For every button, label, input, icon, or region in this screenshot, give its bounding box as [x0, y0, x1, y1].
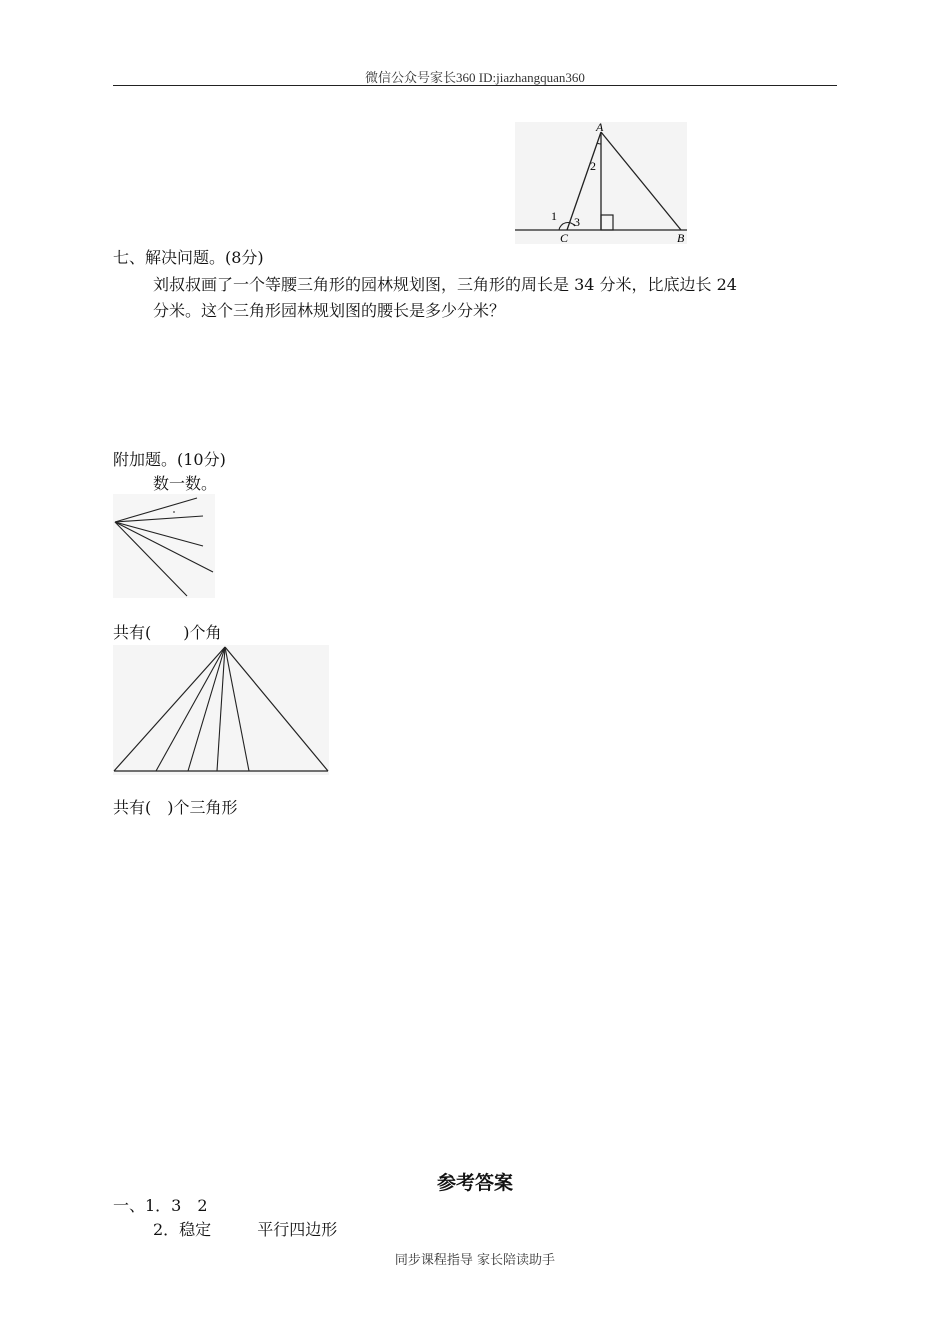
- section7-question-line1: 刘叔叔画了一个等腰三角形的园林规划图，三角形的周长是 34 分米，比底边长 24: [153, 275, 737, 294]
- answer-line-2-part2: 平行四边形: [257, 1220, 338, 1239]
- answer-line-1: 一、1．3 2: [113, 1196, 208, 1215]
- section7-title: 七、解决问题。(8分): [113, 248, 264, 267]
- triangle-count-suffix: )个三角形: [167, 798, 238, 817]
- rays-figure: [113, 494, 215, 598]
- angle-count-prefix: 共有(: [113, 623, 152, 642]
- triangle-count-question: [113, 796, 238, 820]
- label-angle-1: 1: [551, 209, 557, 223]
- page-footer: 同步课程指导 家长陪读助手: [394, 1253, 556, 1268]
- bonus-subtitle: 数一数。: [153, 474, 218, 493]
- angle-count-suffix: )个角: [183, 623, 222, 642]
- triangle-count-prefix: 共有(: [113, 798, 152, 817]
- fan-triangle-figure: [113, 645, 329, 775]
- page-header: 微信公众号家长360 ID:jiazhangquan360: [365, 70, 585, 85]
- label-c: C: [560, 231, 569, 245]
- label-b: B: [677, 231, 685, 245]
- answer-line-2-part1: 2．稳定: [153, 1220, 212, 1239]
- section7-question-line2: 分米。这个三角形园林规划图的腰长是多少分米？: [153, 301, 506, 320]
- triangle-figure-abc: [515, 122, 687, 244]
- label-angle-3: 3: [574, 215, 580, 229]
- answer-line-2: [153, 1218, 337, 1242]
- bonus-title: 附加题。(10分): [113, 450, 226, 469]
- rays-background: [113, 494, 215, 598]
- angle-count-question: [113, 621, 222, 645]
- label-angle-2: 2: [590, 159, 596, 173]
- answers-title: 参考答案: [436, 1172, 513, 1194]
- header-rule: [113, 85, 837, 86]
- label-a: A: [596, 120, 604, 134]
